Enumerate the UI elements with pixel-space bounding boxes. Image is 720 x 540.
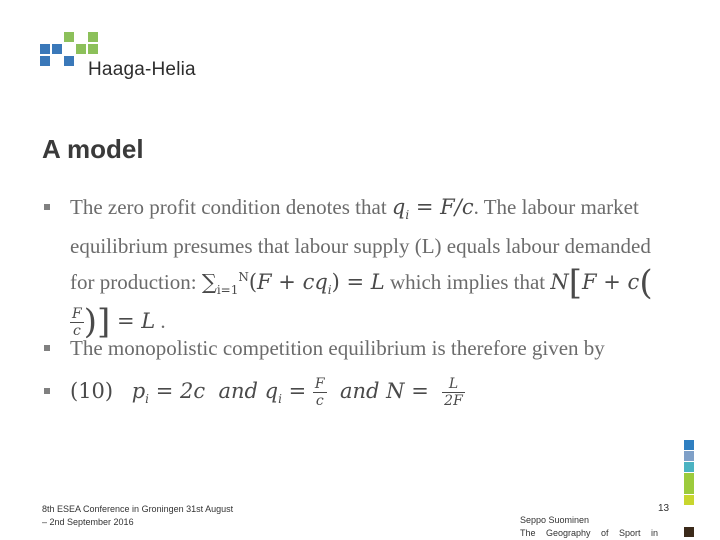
slide-title: A model xyxy=(42,134,144,164)
color-bar-segment xyxy=(684,451,694,461)
logo-text: Haaga-Helia xyxy=(88,59,196,80)
footer-subtitle: The Geography of Sport in xyxy=(520,528,659,538)
bullet-text: The monopolistic competition equilibrium is therefore given by xyxy=(70,336,605,360)
equation-10: $p_i = 2c$ and $q_i$ = $\frac{F}{c}$ and N = $\frac{L}{2F}$ xyxy=(118,376,463,409)
equation-qi: $q_i = F/c$ xyxy=(391,195,474,223)
footer-conference-line2: – 2nd September 2016 xyxy=(42,517,134,527)
logo-square xyxy=(88,44,98,54)
bullet-text: The zero profit condition denotes that xyxy=(70,195,392,219)
color-bar xyxy=(684,440,694,538)
footer-author-block xyxy=(520,514,658,540)
logo-square xyxy=(52,44,62,54)
footer-conference xyxy=(42,503,233,529)
footer-author: Seppo Suominen xyxy=(520,515,590,525)
logo-square xyxy=(64,32,74,42)
color-bar-segment xyxy=(684,527,694,537)
bullet-equilibrium xyxy=(70,333,680,364)
bullet-text: . The labour market equilibrium presumes that labour supply (L) equals labour demanded for production: xyxy=(70,195,651,295)
bullet-marker xyxy=(44,204,50,210)
logo-square xyxy=(40,44,50,54)
color-bar-segment xyxy=(684,440,694,450)
equation-label: (10) xyxy=(70,379,114,403)
haaga-helia-logo xyxy=(40,32,200,82)
logo-square xyxy=(76,44,86,54)
equation-n-bracket: N[F + c( $\frac{F}{c}$ )] = L xyxy=(72,263,653,343)
footer-conference-line1: 8th ESEA Conference in Groningen 31st August xyxy=(42,504,234,514)
color-bar-segment xyxy=(684,495,694,505)
bullet-equation-10 xyxy=(70,376,570,415)
bullet-text: which implies that xyxy=(384,270,551,295)
page-number: 13 xyxy=(658,503,670,514)
color-bar-segment xyxy=(684,462,694,472)
equation-labour-sum: $\sum_{i=1}^N(F + cq_i) = L$ xyxy=(201,270,385,298)
logo-square xyxy=(40,56,50,66)
logo-square xyxy=(88,32,98,42)
bullet-zero-profit: The zero profit condition denotes that $q_i = F/c$. The labour market equilibrium presumes that labour supply (L) equals labour demanded for production: $\sum_{i=1}^N(F + cq_i) = L$ which implies that N[F + c( $\frac{F}{c}$ )] = L . xyxy=(70,192,660,339)
bullet-marker xyxy=(44,345,50,351)
bullet-marker xyxy=(44,388,50,394)
color-bar-segment xyxy=(684,473,694,494)
logo-square xyxy=(64,56,74,66)
